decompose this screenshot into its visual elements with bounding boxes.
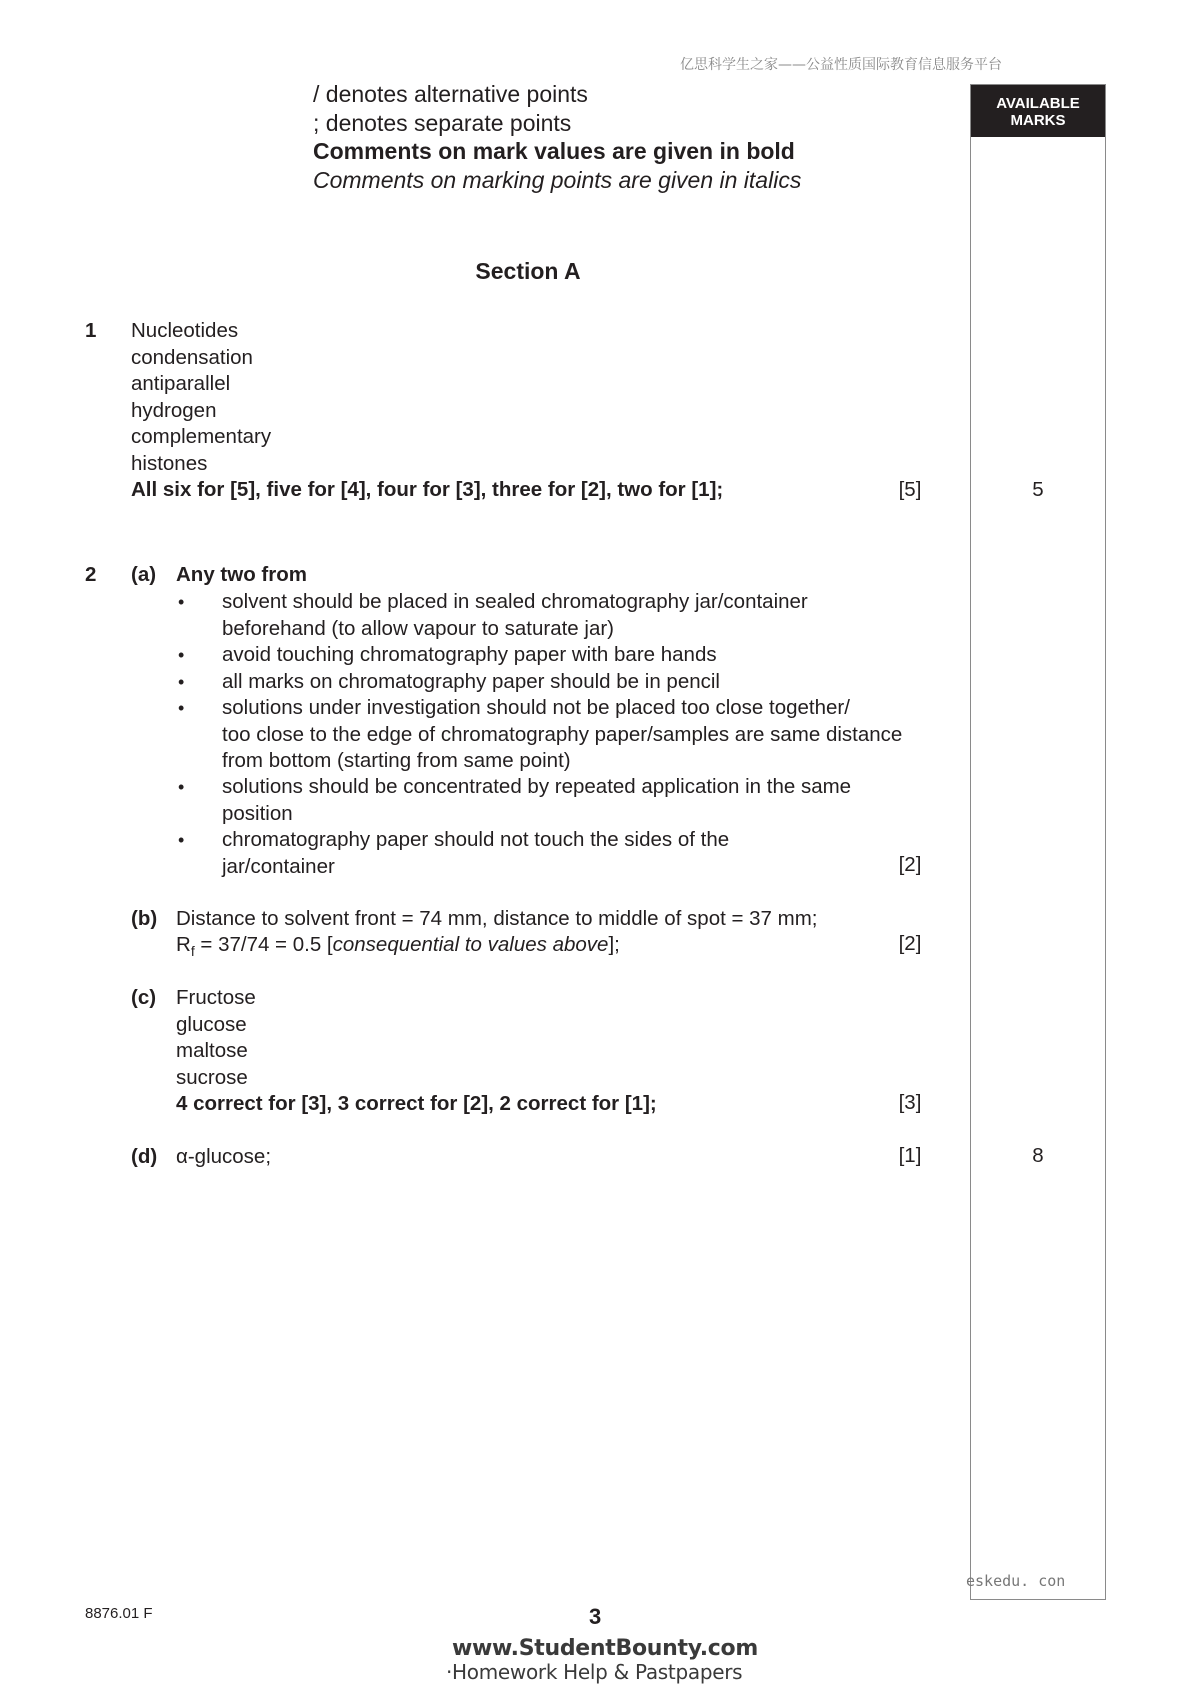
q2c-answer-item: maltose — [176, 1039, 248, 1062]
q2c-answer-item: glucose — [176, 1012, 247, 1036]
q1-number: 1 — [85, 319, 97, 342]
q2c-answer-list — [176, 985, 657, 1118]
q2c-mark: [3] — [898, 1091, 922, 1114]
q2a-label: (a) — [131, 563, 157, 586]
q1-answer-item: antiparallel — [131, 372, 231, 395]
q2b-rf-line — [176, 932, 620, 965]
q2a-mark: [2] — [898, 853, 922, 876]
q2a-bullet: • — [178, 830, 185, 850]
q2c-answer-item: sucrose — [176, 1065, 248, 1089]
q2-number: 2 — [85, 563, 97, 586]
q2c-answer-item: Fructose — [176, 986, 256, 1009]
q2a-bullet-item — [222, 669, 720, 696]
q2a-bullet-line: solvent should be placed in sealed chromatography jar/container — [222, 590, 808, 613]
legend-alternative: / denotes alternative points — [313, 81, 588, 107]
rf-end: ]; — [608, 933, 620, 956]
q1-answer-item: hydrogen — [131, 398, 217, 422]
studentbounty-logo-tagline: ·Homework Help & Pastpapers — [446, 1660, 743, 1684]
q2a-bullet-line: from bottom (starting from same point) — [222, 749, 571, 772]
studentbounty-logo-url: www.StudentBounty.com — [452, 1636, 758, 1661]
q2d-mark: [1] — [898, 1144, 922, 1167]
q2a-bullet-item — [222, 642, 717, 669]
q2c-label: (c) — [131, 986, 157, 1009]
q2a-bullet-item — [222, 827, 729, 880]
header-watermark: 亿思科学生之家——公益性质国际教育信息服务平台 — [680, 57, 1002, 73]
legend — [313, 80, 801, 194]
paper-code: 8876.01 F — [85, 1605, 153, 1622]
q2b-line1: Distance to solvent front = 74 mm, distance to middle of spot = 37 mm; — [176, 907, 818, 930]
section-title: Section A — [475, 258, 581, 284]
rf-subscript: f — [190, 943, 195, 960]
available-marks-heading — [971, 85, 1105, 137]
q2a-bullet: • — [178, 592, 185, 612]
q2a-bullet-line: jar/container — [222, 854, 335, 878]
q2a-bullet-line: position — [222, 801, 293, 825]
q2a-bullet-line: avoid touching chromatography paper with bare hands — [222, 643, 717, 666]
eskedu-watermark: eskedu. con — [966, 1572, 1066, 1590]
q2a-bullet-line: all marks on chromatography paper should be in pencil — [222, 670, 720, 693]
q2d-answer: α-glucose; — [176, 1145, 272, 1168]
q1-answer-item: condensation — [131, 345, 253, 369]
q2a-bullet-line: chromatography paper should not touch the sides of the — [222, 828, 730, 851]
q2a-bullet-line: solutions under investigation should not be placed too close together/ — [222, 696, 850, 719]
q2a-bullet-line: too close to the edge of chromatography paper/samples are same distance — [222, 722, 903, 746]
rf-equation: = 37/74 = 0.5 [ — [194, 933, 333, 956]
q2a-bullet: • — [178, 672, 185, 692]
q1-answer-item: Nucleotides — [131, 319, 239, 342]
legend-bold-comments: Comments on mark values are given in bold — [313, 138, 795, 164]
available-marks-column — [970, 84, 1106, 1600]
page-number: 3 — [589, 1604, 602, 1629]
q1-answer-item: complementary — [131, 425, 272, 448]
q2c-mark-note: 4 correct for [3], 3 correct for [2], 2 correct for [1]; — [176, 1092, 657, 1115]
legend-separate: ; denotes separate points — [313, 109, 572, 136]
rf-symbol: R — [176, 933, 191, 956]
q2a-bullet: • — [178, 645, 185, 665]
q2d-label: (d) — [131, 1145, 158, 1168]
q2a-bullet-item — [222, 695, 902, 775]
q2a-heading: Any two from — [176, 563, 307, 586]
rf-italic-comment: consequential to values above — [332, 933, 609, 956]
q1-available-marks: 5 — [1032, 478, 1044, 501]
q2b-label: (b) — [131, 907, 158, 930]
q2a-bullet-line: beforehand (to allow vapour to saturate jar) — [222, 616, 615, 640]
q2-available-marks: 8 — [1032, 1144, 1044, 1167]
q2b-mark: [2] — [898, 932, 922, 955]
q1-answer-item: histones — [131, 451, 208, 475]
q1-answer-list — [131, 318, 723, 504]
q2a-bullet-item — [222, 589, 808, 642]
available-marks-heading-line2: MARKS — [1010, 112, 1066, 129]
q2a-bullet-item — [222, 774, 851, 827]
available-marks-heading-line1: AVAILABLE — [996, 95, 1080, 112]
q2a-bullet: • — [178, 698, 185, 718]
q1-mark-note: All six for [5], five for [4], four for [3], three for [2], two for [1]; — [131, 478, 724, 501]
legend-italic-comments: Comments on marking points are given in italics — [313, 166, 802, 193]
q1-mark: [5] — [898, 478, 922, 501]
q2a-bullet: • — [178, 777, 185, 797]
q2a-bullet-line: solutions should be concentrated by repeated application in the same — [222, 775, 852, 798]
